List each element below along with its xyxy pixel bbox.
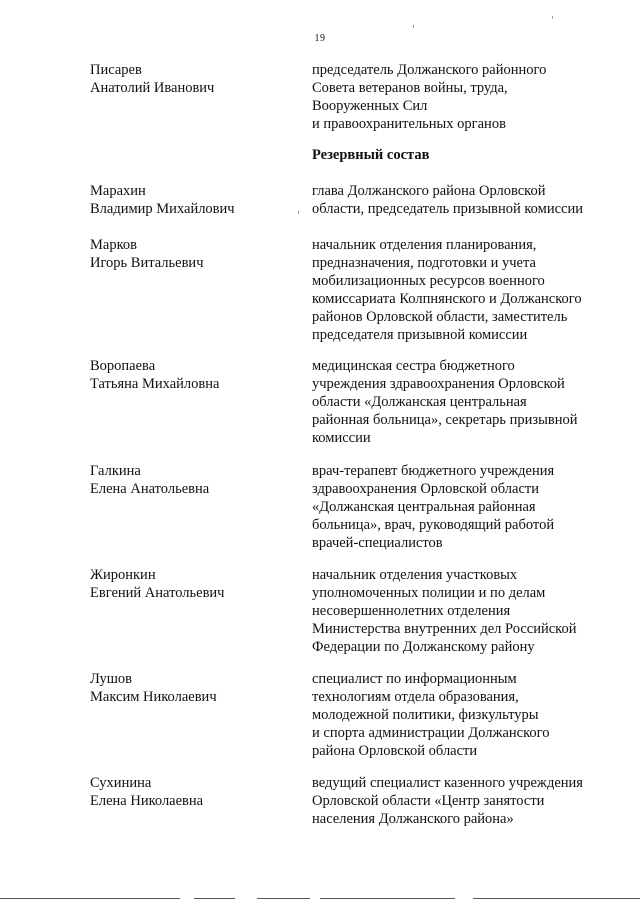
page-bottom-rule [0,898,640,899]
role-line: начальник отделения планирования, [312,237,537,253]
member-role [312,670,612,760]
role-line: предназначения, подготовки и учета [312,255,536,271]
member-surname: Воропаева [90,358,156,374]
role-line: Орловской области «Центр занятости [312,793,545,809]
rule-gap [180,896,194,900]
member-surname: Лушов [90,671,132,687]
member-given-name: Игорь Витальевич [90,255,204,271]
role-line: районная больница», секретарь призывной [312,412,578,428]
member-given-name: Татьяна Михайловна [90,376,220,392]
role-line: больница», врач, руководящий работой [312,517,555,533]
scan-speck [413,25,414,28]
role-line: ведущий специалист казенного учреждения [312,775,583,791]
role-line: района Орловской области [312,743,478,759]
member-role [312,357,612,447]
page-number: 19 [314,33,326,44]
role-line: Федерации по Должанскому району [312,639,535,655]
member-role [312,182,612,218]
role-line: области, председатель призывной комиссии [312,201,583,217]
role-line: населения Должанского района» [312,811,514,827]
role-line: и правоохранительных органов [312,116,506,132]
rule-gap [455,896,473,900]
role-line: учреждения здравоохранения Орловской [312,376,565,392]
member-name [90,236,290,272]
role-line: мобилизационных ресурсов военного [312,273,545,289]
scan-speck [552,16,553,19]
role-line: председатель Должанского районного [312,62,547,78]
member-name [90,566,290,602]
role-line: области «Должанская центральная [312,394,527,410]
member-surname: Жиронкин [90,567,156,583]
role-line: врач-терапевт бюджетного учреждения [312,463,555,479]
role-line: медицинская сестра бюджетного [312,358,515,374]
role-line: и спорта администрации Должанского [312,725,550,741]
member-role [312,774,612,828]
member-role [312,566,612,656]
role-line: районов Орловской области, заместитель [312,309,568,325]
member-name [90,182,290,218]
role-line: специалист по информационным [312,671,517,687]
role-line: Вооруженных Сил [312,98,428,114]
scan-speck [298,211,299,214]
role-line: Министерства внутренних дел Российской [312,621,577,637]
rule-gap [310,896,320,900]
role-line: врачей-специалистов [312,535,443,551]
member-surname: Марахин [90,183,146,199]
member-given-name: Максим Николаевич [90,689,217,705]
member-surname: Писарев [90,62,142,78]
member-surname: Галкина [90,463,141,479]
role-line: комиссии [312,430,371,446]
member-given-name: Елена Анатольевна [90,481,210,497]
member-surname: Марков [90,237,137,253]
role-line: Совета ветеранов войны, труда, [312,80,508,96]
member-role [312,236,612,344]
member-given-name: Анатолий Иванович [90,80,215,96]
reserve-section-heading: Резервный состав [312,147,430,163]
member-name [90,774,290,810]
role-line: молодежной политики, физкультуры [312,707,539,723]
rule-gap [235,896,257,900]
role-line: начальник отделения участковых [312,567,518,583]
member-name [90,462,290,498]
member-surname: Сухинина [90,775,152,791]
member-name [90,61,290,97]
member-role [312,462,612,552]
member-given-name: Евгений Анатольевич [90,585,225,601]
member-name [90,670,290,706]
role-line: уполномоченных полиции и по делам [312,585,546,601]
member-role [312,61,612,133]
member-given-name: Владимир Михайлович [90,201,235,217]
role-line: здравоохранения Орловской области [312,481,539,497]
role-line: председателя призывной комиссии [312,327,528,343]
role-line: «Должанская центральная районная [312,499,536,515]
member-name [90,357,290,393]
role-line: глава Должанского района Орловской [312,183,546,199]
role-line: несовершеннолетних отделения [312,603,511,619]
role-line: комиссариата Колпнянского и Должанского [312,291,582,307]
member-given-name: Елена Николаевна [90,793,204,809]
role-line: технологиям отдела образования, [312,689,519,705]
